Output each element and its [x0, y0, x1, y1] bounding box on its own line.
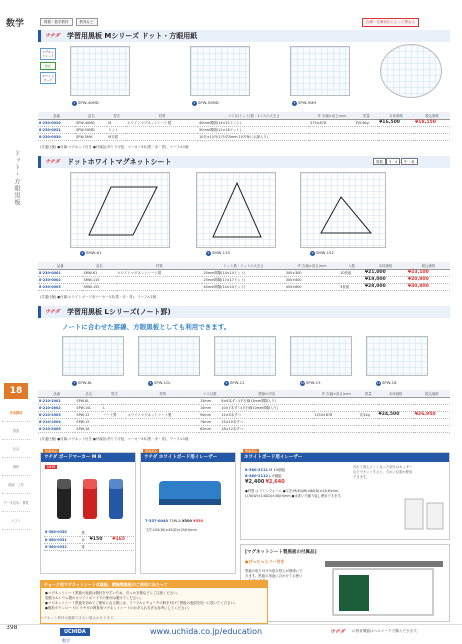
- product-image-smw152: [300, 172, 386, 248]
- melamine-codes: 8-380-2111 M 10個組 8-380-2112 L 5個組 ¥2,400 ¥2,640: [245, 468, 286, 485]
- product-image-spw10l: [138, 336, 200, 376]
- product-image-spw15: [290, 336, 352, 376]
- related-card-eraser: [140, 449, 236, 574]
- footer-brand: ウチダ: [330, 629, 345, 635]
- product-caption: 6 SMW-152: [311, 250, 334, 255]
- product-caption: 4 SMW-61: [81, 250, 102, 255]
- product-image-spw18: [366, 336, 428, 376]
- product-image-spw40md: [70, 46, 130, 96]
- product-caption: 11 SPW-18: [376, 380, 397, 385]
- tag: 算数・数学教材: [40, 18, 73, 26]
- eraser-image: [155, 473, 225, 513]
- section-title: 学習用黒板 Mシリーズ ドット・方眼用紙: [67, 32, 198, 40]
- new-badge: NEW: [47, 465, 56, 469]
- related-ribbon: 関連商品: [45, 449, 58, 453]
- section-dot-sheet-header: [38, 156, 450, 168]
- card-title: ホワイトボード用イレーザー: [241, 453, 449, 462]
- triangle-shape-2: [301, 173, 387, 249]
- common-spec-note: (共通仕様) ●付属:マグネット付き ●付属品:吊り下げ紐、マーカー3本(黒・赤・青)、ラーフル1個: [40, 145, 189, 149]
- footer-tagline: の教育機器はベルマークで購入できます。: [352, 629, 420, 633]
- brand-logo: ウチダ: [45, 33, 60, 39]
- rail-vertical-label: ドット・方眼黒板: [13, 150, 20, 206]
- table-row: 8-230-0001 SMW-61 ホワイトマグネットシート製 20mm間隔(14×14ドット) 300×300 10枚組 ¥21,000 ¥23,100: [38, 269, 450, 276]
- melamine-desc: ●材質:メラミンフォーム ●寸法:M/40(W)×80(D)×25(H)mm、L/70(W)×140(D)×30(H)mm ●水洗いで繰り返し使用できます。: [245, 489, 344, 498]
- related-card-markers: [40, 449, 136, 574]
- badge: 中・高: [401, 158, 418, 165]
- product-image-smw61: [70, 172, 170, 248]
- footer-section: 数学: [62, 638, 70, 643]
- table-row: 8-230-0030 SPW-5MH M方眼 10升×15升(1升:約5mm 10升毎に太線入り): [38, 133, 450, 140]
- table-row: 8-210-2002 SPW-10L L 10mm 10×7本ずつ(平行線10mm間隔入り): [38, 404, 450, 411]
- header-tags: [40, 18, 98, 26]
- product-image-spw5mh: [290, 46, 350, 96]
- marker-pens-image: [51, 475, 129, 521]
- rail-nav-item[interactable]: 国語: [2, 422, 30, 440]
- tag: 教具など: [76, 18, 98, 26]
- table-header-row: 品番 品名 材質 ドット数・ドットの大きさ 外寸(幅×高さ)mm 入数 本体価格 税込価格: [38, 262, 450, 269]
- melamine-callout: 汚れて消えにくくなった部分はカッターなどでカットすると、きれいな面が使用できます。: [353, 465, 413, 479]
- footer-url-link[interactable]: www.uchida.co.jp/education: [150, 627, 263, 636]
- section-subtitle: ノートに合わせた罫線、方眼黒板としても利用できます。: [62, 323, 231, 331]
- table-row: 8-210-2001 SPW-8L 13mm 8×6本ずつ(平行線13mm間隔入り): [38, 397, 450, 404]
- stock-tag: 在庫・在庫切れによって異なる: [362, 18, 419, 27]
- rail-nav-item[interactable]: 共用教材: [2, 404, 30, 422]
- appendix-item: ●ぴったっとバー付き: [245, 559, 285, 564]
- table-row: 8-230-0021 SPW-50MD ドット 50mm間隔(11×18ドット): [38, 126, 450, 133]
- appendix-text: 黒板の取り付けや掛け替えが簡単にできます。黒板の用途に合わせてお使い: [245, 569, 303, 578]
- table-row: 8-230-0002 SMW-115 25mm間隔(17×17ドット) 300×400 ¥19,000 ¥20,900: [38, 276, 450, 283]
- page-tab[interactable]: 18: [4, 383, 28, 399]
- section-m-series-header: [38, 30, 450, 42]
- related-ribbon: 関連商品: [245, 449, 258, 453]
- table-row: 8-380-0330 黒: [44, 529, 134, 536]
- rail-nav-item[interactable]: ソフト: [2, 512, 30, 530]
- card-title: ウチダ ボードマーカー M R: [41, 453, 135, 462]
- table-row: 8-230-0020 SPW-40MD M ホワイトマグネットシート製 40mm間隔(14×22ドット) 575×878 約0.6kg ¥16,500 ¥18,150: [38, 119, 450, 126]
- card-title: ウチダ ホワイトボード用イレーザー: [141, 453, 235, 462]
- product-caption: 7 SPW-8L: [73, 380, 93, 385]
- side-labels: [40, 48, 56, 86]
- product-caption: 9 SPW-12: [225, 380, 245, 385]
- melamine-sponge-image: [401, 493, 447, 537]
- table-row: 8-210-2005 SPW-18 62mm 18×12本ずつ: [38, 425, 450, 432]
- triangle-shape: [197, 173, 277, 249]
- brand-logo: ウチダ: [45, 309, 60, 315]
- side-label: ホワイトボード: [40, 72, 56, 84]
- section-title: ドットホワイトマグネットシート: [67, 158, 172, 166]
- appendix-card: [240, 544, 450, 622]
- rail-nav-item[interactable]: データ活用・算数: [2, 494, 30, 512]
- product-image-spw12: [214, 336, 276, 376]
- common-spec-note: (共通仕様) ●付属:ホワイトボード用マーカー3本(黒・赤・青)、ラーフル1個: [40, 295, 157, 299]
- product-image-magnifier: [380, 44, 442, 98]
- common-spec-note: (共通仕様) ●付属:マグネット付き ●付属品:吊り下げ紐、マーカー3本(黒・赤・青)、ラーフル1個: [40, 437, 189, 441]
- spec-table-dot-sheet: [38, 262, 450, 291]
- product-caption: 5 SMW-115: [207, 250, 230, 255]
- section-l-series-header: [38, 306, 450, 318]
- marker-table: [44, 529, 134, 551]
- section-title: 学習用黒板 Lシリーズ(ノート罫): [67, 308, 171, 316]
- eraser-size: 寸法:105(W)×45(D)×25(H)mm: [145, 528, 197, 532]
- table-header-row: 品番 品名 型式 材質 マス目数 罫線の内容 外寸(幅×高さ)mm 質量 本体価格 税込価格: [38, 390, 450, 397]
- product-caption: 1 SPW-40MD: [73, 100, 99, 105]
- badge: 算数: [373, 158, 386, 165]
- table-header-row: 品番 品名 型式 材質 マス目(ドット)数・1マスの大きさ 外寸(幅×高さ)mm 質量 本体価格 税込価格: [38, 112, 450, 119]
- table-row: 8-210-2004 SPW-15 74mm 15×10本ずつ: [38, 418, 450, 425]
- warning-footnote: マグネット教材は掲載できない場合があります。: [40, 616, 117, 620]
- brand-logo: ウチダ: [45, 159, 60, 165]
- side-label: 緑板: [40, 62, 56, 70]
- spec-table-m-series: [38, 112, 450, 141]
- page-number: 398: [6, 624, 18, 631]
- product-caption: 8 SPW-10L: [149, 380, 171, 385]
- badge: 3・4: [386, 158, 400, 165]
- table-row: 8-230-0003 SMW-152 40mm間隔(14×14ドット) 450×600 5枚組 ¥28,000 ¥30,800: [38, 283, 450, 290]
- warning-title: チョーク用マグネットシート式黒板、樹脂製黒板のご使用にあたって: [41, 581, 267, 588]
- rail-nav-item[interactable]: 社会: [2, 440, 30, 458]
- whiteboard-bar-image: [321, 559, 447, 619]
- related-ribbon: 関連商品: [145, 449, 158, 453]
- warning-text: ●マグネットシート黒板の表面は傷付きやすいため、引っかき傷などにご注意ください。 炭酸カルシウム製のホワイトボードでの使用は避けてください。 ●マグネットシート黒板を初めてご使用になる際には、ラーフルにチョークの粉を付けて黒板の表面を均一に拭いてください。 ●無料ダウンロードの ウチダの教育用マグネットシートのお手入れ方法も参考にしてください。: [45, 591, 238, 610]
- parallelogram-shape: [71, 173, 171, 249]
- left-rail: [0, 0, 30, 644]
- rail-title: 数学: [6, 19, 25, 29]
- product-image-smw115: [196, 172, 276, 248]
- spec-table-l-series: [38, 390, 450, 433]
- product-caption: 2 SPW-50MD: [193, 100, 219, 105]
- product-image-spw8l: [62, 336, 124, 376]
- table-row: 8-380-0332 青: [44, 543, 134, 550]
- table-row: 8-380-0331 赤 ¥150 ¥165: [44, 536, 134, 543]
- eraser-info: 7-337-0040 75W-A ¥500 ¥550: [145, 519, 204, 523]
- uchida-logo: UCHIDA: [60, 628, 90, 636]
- product-image-spw50md: [190, 46, 250, 96]
- rail-nav-item[interactable]: 図画・工作: [2, 476, 30, 494]
- product-caption: 3 SPW-5MH: [293, 100, 317, 105]
- rail-nav-item[interactable]: 理科: [2, 458, 30, 476]
- appendix-title: [マグネットシート製黒板の付属品]: [245, 550, 317, 555]
- rail-nav: [2, 404, 30, 530]
- table-row: 8-210-2003 SPW-12 ノート罫 ホワイトマグネットシート製 90mm 12×5本ずつ 1150×878 約1kg ¥24,500 ¥26,950: [38, 411, 450, 418]
- product-caption: 10 SPW-15: [300, 380, 321, 385]
- side-label: マグネットシート: [42, 50, 55, 58]
- related-card-melamine: [240, 449, 450, 540]
